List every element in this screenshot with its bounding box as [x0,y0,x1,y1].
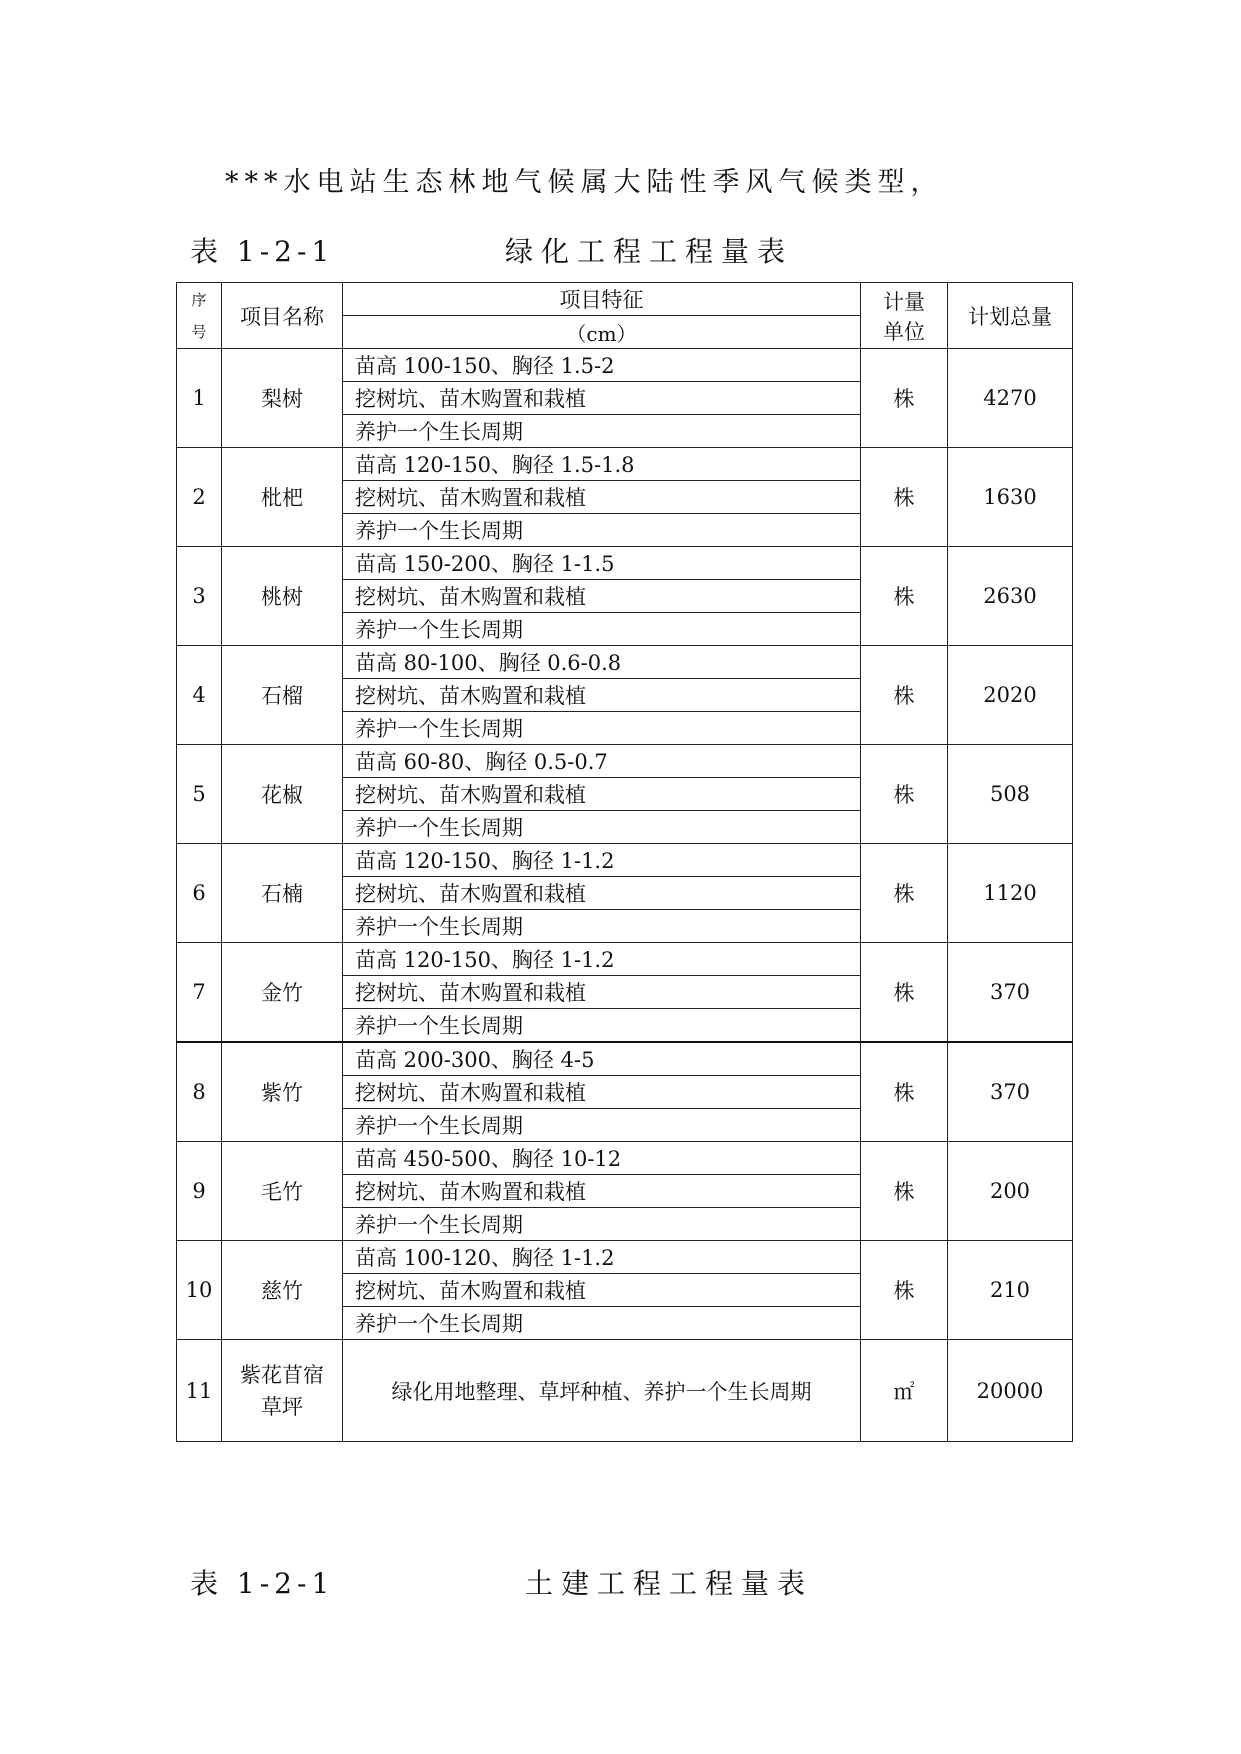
row-name: 花椒 [222,745,343,844]
row-care: 养护一个生长周期 [343,1208,861,1241]
table-row [177,1142,1073,1175]
row-work: 挖树坑、苗木购置和栽植 [343,382,861,415]
row-qty: 4270 [948,349,1073,448]
table-row [177,448,1073,481]
header-feature-unit: （cm） [343,316,861,349]
row-name: 金竹 [222,943,343,1043]
row-care: 养护一个生长周期 [343,910,861,943]
row-unit: 株 [861,646,948,745]
row-qty: 210 [948,1241,1073,1340]
row-name: 梨树 [222,349,343,448]
table-row-lawn [177,1340,1073,1442]
row-name: 石楠 [222,844,343,943]
row-no: 5 [177,745,222,844]
row-unit: 株 [861,1241,948,1340]
table2-title: 土建工程工程量表 [525,1567,814,1600]
row-qty: 370 [948,1042,1073,1142]
row-spec: 苗高 80-100、胸径 0.6-0.8 [343,646,861,679]
row-work: 挖树坑、苗木购置和栽植 [343,976,861,1009]
table-row [177,1241,1073,1274]
row-work: 挖树坑、苗木购置和栽植 [343,481,861,514]
header-seq: 序 号 [177,283,222,349]
row-name: 紫花苜宿 草坪 [222,1340,343,1442]
row-work: 挖树坑、苗木购置和栽植 [343,778,861,811]
row-unit: 株 [861,745,948,844]
row-qty: 2630 [948,547,1073,646]
row-work: 挖树坑、苗木购置和栽植 [343,580,861,613]
row-qty: 1120 [948,844,1073,943]
row-work: 挖树坑、苗木购置和栽植 [343,1175,861,1208]
row-work: 挖树坑、苗木购置和栽植 [343,679,861,712]
row-no: 9 [177,1142,222,1241]
row-spec: 苗高 450-500、胸径 10-12 [343,1142,861,1175]
row-no: 6 [177,844,222,943]
row-spec: 苗高 100-120、胸径 1-1.2 [343,1241,861,1274]
table-row [177,547,1073,580]
row-work: 挖树坑、苗木购置和栽植 [343,1076,861,1109]
row-no: 11 [177,1340,222,1442]
table2-label: 表 1-2-1 [190,1567,335,1600]
row-no: 1 [177,349,222,448]
row-spec: 苗高 120-150、胸径 1.5-1.8 [343,448,861,481]
row-care: 养护一个生长周期 [343,1009,861,1043]
row-spec: 苗高 150-200、胸径 1-1.5 [343,547,861,580]
row-no: 8 [177,1042,222,1142]
header-unit: 计量 单位 [861,283,948,349]
greening-quantity-table [176,282,1073,1442]
row-desc: 绿化用地整理、草坪种植、养护一个生长周期 [343,1340,861,1442]
row-unit: 株 [861,1142,948,1241]
header-total: 计划总量 [948,283,1073,349]
row-unit: ㎡ [861,1340,948,1442]
row-qty: 370 [948,943,1073,1043]
row-qty: 508 [948,745,1073,844]
row-no: 7 [177,943,222,1043]
table-row [177,745,1073,778]
row-spec: 苗高 100-150、胸径 1.5-2 [343,349,861,382]
row-no: 3 [177,547,222,646]
row-care: 养护一个生长周期 [343,1307,861,1340]
table-row [177,1042,1073,1076]
row-no: 2 [177,448,222,547]
row-care: 养护一个生长周期 [343,811,861,844]
row-spec: 苗高 200-300、胸径 4-5 [343,1042,861,1076]
table-row [177,349,1073,382]
row-qty: 1630 [948,448,1073,547]
row-spec: 苗高 60-80、胸径 0.5-0.7 [343,745,861,778]
table-body [177,349,1073,1340]
table1-label: 表 1-2-1 [190,235,335,268]
row-work: 挖树坑、苗木购置和栽植 [343,877,861,910]
table-header-row [177,283,1073,316]
intro-text: ***水电站生态林地气候属大陆性季风气候类型， [225,167,944,198]
row-name: 慈竹 [222,1241,343,1340]
row-unit: 株 [861,943,948,1043]
row-name: 枇杷 [222,448,343,547]
row-care: 养护一个生长周期 [343,613,861,646]
row-unit: 株 [861,1042,948,1142]
table1-title: 绿化工程工程量表 [505,235,794,268]
row-qty: 200 [948,1142,1073,1241]
row-name: 毛竹 [222,1142,343,1241]
row-qty: 2020 [948,646,1073,745]
row-unit: 株 [861,448,948,547]
row-care: 养护一个生长周期 [343,712,861,745]
row-name: 紫竹 [222,1042,343,1142]
row-unit: 株 [861,844,948,943]
row-spec: 苗高 120-150、胸径 1-1.2 [343,943,861,976]
row-name: 石榴 [222,646,343,745]
row-no: 10 [177,1241,222,1340]
row-qty: 20000 [948,1340,1073,1442]
table-row [177,943,1073,976]
table-row [177,844,1073,877]
row-spec: 苗高 120-150、胸径 1-1.2 [343,844,861,877]
header-feature: 项目特征 [343,283,861,316]
row-care: 养护一个生长周期 [343,1109,861,1142]
row-no: 4 [177,646,222,745]
row-care: 养护一个生长周期 [343,514,861,547]
row-name: 桃树 [222,547,343,646]
table-row [177,646,1073,679]
row-unit: 株 [861,547,948,646]
row-unit: 株 [861,349,948,448]
header-name: 项目名称 [222,283,343,349]
row-work: 挖树坑、苗木购置和栽植 [343,1274,861,1307]
row-care: 养护一个生长周期 [343,415,861,448]
